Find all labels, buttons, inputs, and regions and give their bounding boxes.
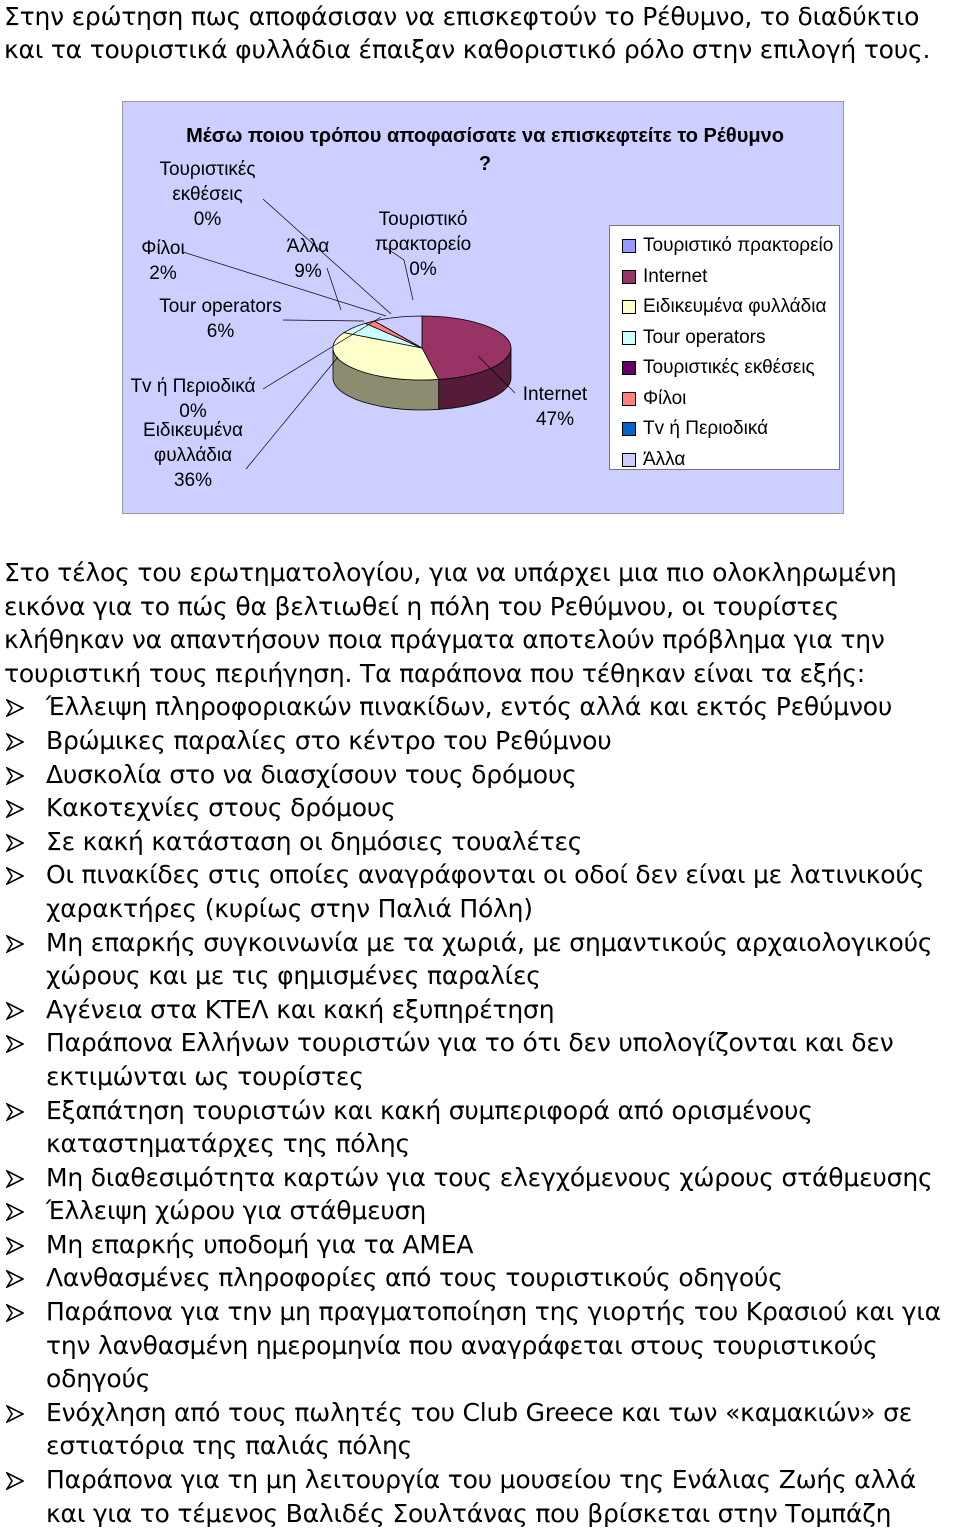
list-item: [4, 1228, 956, 1262]
legend-item-ειδικευμένα-φυλλάδια: [610, 292, 839, 323]
legend-label: Ειδικευμένα φυλλάδια: [643, 296, 827, 318]
list-item: [4, 1463, 956, 1530]
data-label-name: Φίλοι: [141, 238, 185, 259]
data-label-άλλα: [278, 234, 338, 284]
pie-chart: [122, 101, 844, 514]
data-label-name: Internet: [522, 384, 588, 405]
arrowhead-bullet-icon: [6, 1270, 24, 1288]
list-item-text: Κακοτεχνίες στους δρόμους: [46, 793, 396, 823]
legend-swatch: [622, 361, 636, 375]
list-item: [4, 724, 956, 758]
data-label-τουριστικές-εκθέσεις: [145, 157, 270, 232]
legend-swatch: [622, 239, 636, 253]
list-item: [4, 1161, 956, 1195]
list-item-text: Ενόχληση από τους πωλητές του Club Greece και των «καμακιών» σε εστιατόρια της παλιάς πόλης: [46, 1397, 913, 1461]
legend-swatch: [622, 331, 636, 345]
legend-label: Τουριστικό πρακτορείο: [643, 235, 834, 257]
legend-item-internet: [610, 262, 839, 293]
list-item-text: Σε κακή κατάσταση οι δημόσιες τουαλέτες: [46, 826, 583, 856]
data-label-internet: [515, 382, 595, 432]
arrowhead-bullet-icon: [6, 1472, 24, 1490]
data-label-percent: 0%: [179, 401, 207, 422]
list-item: [4, 1194, 956, 1228]
legend-item-φίλοι: [610, 384, 839, 415]
arrowhead-bullet-icon: [6, 1203, 24, 1221]
arrowhead-bullet-icon: [6, 1103, 24, 1121]
arrowhead-bullet-icon: [6, 800, 24, 818]
list-item: [4, 926, 956, 993]
list-item-text: Αγένεια στα ΚΤΕΛ και κακή εξυπηρέτηση: [46, 994, 555, 1024]
list-item-text: Εξαπάτηση τουριστών και κακή συμπεριφορά από ορισμένους καταστηματάρχες της πόλης: [46, 1095, 813, 1159]
list-item-text: Μη επαρκής συγκοινωνία με τα χωριά, με σημαντικούς αρχαιολογικούς χώρους και με τις φημισμένες παραλίες: [46, 927, 933, 991]
data-label-name: Άλλα: [286, 236, 330, 257]
list-item: [4, 1295, 956, 1396]
list-item-text: Οι πινακίδες στις οποίες αναγράφονται οι οδοί δεν είναι με λατινικούς χαρακτήρες (κυρίως στην Παλιά Πόλη): [46, 860, 925, 923]
data-label-name: πρακτορείο: [374, 234, 472, 255]
arrowhead-bullet-icon: [6, 1002, 24, 1020]
data-label-percent: 0%: [409, 259, 437, 280]
body-paragraph: Στο τέλος του ερωτηματολογίου, για να υπάρχει μια πιο ολοκληρωμένη εικόνα για το πώς θα βελτιωθεί η πόλη του Ρεθύμνου, οι τουρίστες κλήθηκαν να απαντήσουν ποια πράγματα αποτελούν πρόβλημα για την τουριστική τους περιήγηση. Τα παράπονα που τέθηκαν είναι τα εξής:: [4, 558, 897, 688]
data-label-name: Tour operators: [159, 296, 282, 317]
data-label-τv-ή-περιοδικά: [123, 374, 263, 424]
list-item: [4, 1396, 956, 1463]
list-item-text: Βρώμικες παραλίες στο κέντρο του Ρεθύμνου: [46, 725, 612, 755]
arrowhead-bullet-icon: [6, 1405, 24, 1423]
data-label-percent: 6%: [206, 321, 235, 342]
legend-item-τουριστικές-εκθέσεις: [610, 353, 839, 384]
list-item-text: Παράπονα για τη μη λειτουργία του μουσείου της Ενάλιας Ζωής αλλά και για το τέμενος Βαλιδές Σουλτάνας που βρίσκεται στην Τομπάζη: [46, 1465, 917, 1528]
list-item-text: Έλλειψη χώρου για στάθμευση: [46, 1196, 426, 1226]
data-label-tour-operators: [153, 294, 288, 344]
legend-swatch: [622, 422, 636, 436]
arrowhead-bullet-icon: [6, 699, 24, 717]
leader-line-tour-operators: [283, 320, 364, 321]
legend-item-tour-operators: [610, 323, 839, 354]
data-label-percent: 0%: [193, 209, 222, 230]
data-label-name: Ειδικευμένα: [143, 420, 243, 441]
legend-swatch: [622, 270, 636, 284]
list-item: [4, 791, 956, 825]
list-item: [4, 858, 956, 925]
legend-label: Tour operators: [643, 326, 766, 348]
chart-legend: [609, 225, 840, 470]
data-label-percent: 47%: [535, 409, 575, 430]
list-item-text: Λανθασμένες πληροφορίες από τους τουριστικούς οδηγούς: [46, 1263, 783, 1293]
legend-swatch: [622, 300, 636, 314]
legend-label: Άλλα: [643, 448, 686, 470]
legend-swatch: [622, 392, 636, 406]
list-item: [4, 758, 956, 792]
list-item-text: Παράπονα για την μη πραγματοποίηση της γιορτής του Κρασιού και για την λανθασμένη ημερομηνία που αναγράφεται στους τουριστικούς οδηγούς: [46, 1297, 941, 1394]
intro-paragraph: Στην ερώτηση πως αποφάσισαν να επισκεφτούν το Ρέθυμνο, το διαδύκτιο και τα τουριστικά φυλλάδια έπαιξαν καθοριστικό ρόλο στην επιλογή τους.: [4, 2, 931, 64]
data-label-name: φυλλάδια: [153, 445, 233, 466]
arrowhead-bullet-icon: [6, 834, 24, 852]
data-label-percent: 36%: [173, 470, 213, 491]
data-label-φίλοι: [133, 236, 193, 286]
legend-label: Internet: [643, 265, 708, 287]
arrowhead-bullet-icon: [6, 935, 24, 953]
list-item-text: Παράπονα Ελλήνων τουριστών για το ότι δεν υπολογίζονται και δεν εκτιμώνται ως τουρίστες: [46, 1028, 894, 1091]
list-item-text: Μη επαρκής υποδομή για τα ΑΜΕΑ: [46, 1229, 474, 1259]
list-item: [4, 690, 956, 724]
arrowhead-bullet-icon: [6, 733, 24, 751]
complaints-list: [4, 690, 956, 1530]
complaints-section: [4, 556, 956, 1530]
data-label-τουριστικό-πρακτορείο: [363, 207, 483, 282]
list-item-text: Μη διαθεσιμότητα καρτών για τους ελεγχόμενους χώρους στάθμευσης: [46, 1162, 933, 1192]
data-label-percent: 9%: [294, 261, 322, 282]
data-label-ειδικευμένα-φυλλάδια: [123, 418, 263, 493]
list-item-text: Δυσκολία στο να διασχίσουν τους δρόμους: [46, 759, 577, 789]
arrowhead-bullet-icon: [6, 1237, 24, 1255]
list-item: [4, 1261, 956, 1295]
arrowhead-bullet-icon: [6, 1035, 24, 1053]
legend-label: Τv ή Περιοδικά: [643, 418, 769, 440]
data-label-name: εκθέσεις: [172, 184, 243, 205]
legend-item-τουριστικό-πρακτορείο: [610, 231, 839, 262]
list-item-text: Έλλειψη πληροφοριακών πινακίδων, εντός αλλά και εκτός Ρεθύμνου: [46, 692, 893, 722]
list-item: [4, 993, 956, 1027]
data-label-name: Τουριστικές: [159, 159, 256, 180]
data-label-name: Τv ή Περιοδικά: [130, 376, 256, 397]
legend-label: Φίλοι: [643, 387, 687, 409]
list-item: [4, 1026, 956, 1093]
legend-label: Τουριστικές εκθέσεις: [643, 357, 815, 379]
legend-swatch: [622, 453, 636, 467]
data-label-name: Τουριστικό: [378, 209, 468, 230]
legend-item-άλλα: [610, 445, 839, 476]
arrowhead-bullet-icon: [6, 767, 24, 785]
legend-item-τv-ή-περιοδικά: [610, 414, 839, 445]
list-item: [4, 825, 956, 859]
data-label-percent: 2%: [149, 263, 177, 284]
chart-title: Μέσω ποιου τρόπου αποφασίσατε να επισκεφτείτε το Ρέθυμνο ?: [186, 125, 784, 175]
arrowhead-bullet-icon: [6, 1170, 24, 1188]
arrowhead-bullet-icon: [6, 867, 24, 885]
list-item: [4, 1094, 956, 1161]
arrowhead-bullet-icon: [6, 1304, 24, 1322]
